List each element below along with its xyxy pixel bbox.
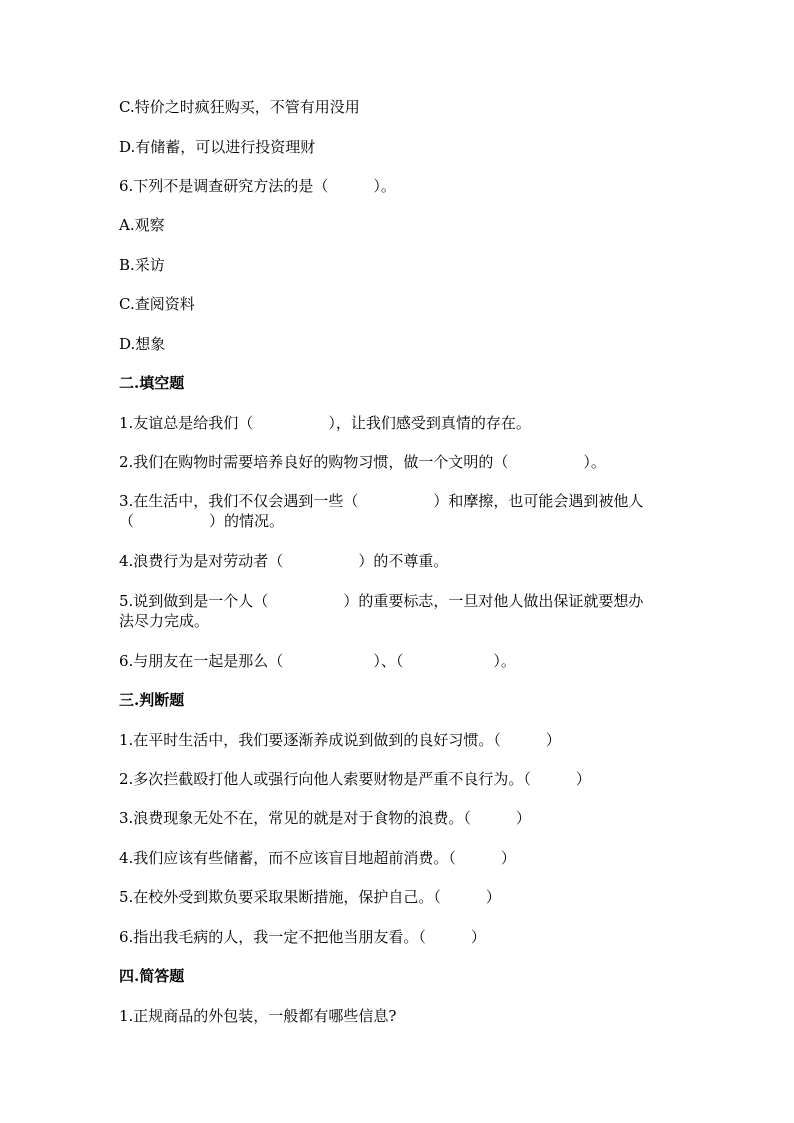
- fill-blank-item-continued: （ ）的情况。: [119, 512, 285, 530]
- fill-blank-item: 5.说到做到是一个人（ ）的重要标志，一旦对他人做出保证就要想办: [119, 592, 644, 610]
- fill-blank-item: 6.与朋友在一起是那么（ ）、（ ）。: [119, 652, 516, 670]
- true-false-item: 2.多次拦截殴打他人或强行向他人索要财物是严重不良行为。（ ）: [119, 770, 591, 788]
- short-answer-item: 1.正规商品的外包装，一般都有哪些信息?: [119, 1007, 397, 1025]
- section-heading-fill-blank: 二.填空题: [119, 374, 185, 392]
- true-false-item: 3.浪费现象无处不在，常见的就是对于食物的浪费。（ ）: [119, 809, 531, 827]
- option-b-q6: B.采访: [119, 256, 165, 274]
- true-false-item: 4.我们应该有些储蓄，而不应该盲目地超前消费。（ ）: [119, 849, 516, 867]
- section-heading-true-false: 三.判断题: [119, 691, 185, 709]
- section-heading-short-answer: 四.简答题: [119, 967, 185, 985]
- fill-blank-item: 3.在生活中，我们不仅会遇到一些（ ）和摩擦，也可能会遇到被他人: [119, 492, 644, 510]
- option-a-q6: A.观察: [119, 216, 165, 234]
- option-d-q6: D.想象: [119, 335, 166, 353]
- option-c-q5: C.特价之时疯狂购买，不管有用没用: [119, 98, 360, 116]
- question-6-stem: 6.下列不是调查研究方法的是（ ）。: [119, 177, 396, 195]
- true-false-item: 6.指出我毛病的人，我一定不把他当朋友看。（ ）: [119, 928, 486, 946]
- true-false-item: 1.在平时生活中，我们要逐渐养成说到做到的良好习惯。（ ）: [119, 731, 561, 749]
- fill-blank-item: 1.友谊总是给我们（ ），让我们感受到真情的存在。: [119, 414, 531, 432]
- true-false-item: 5.在校外受到欺负要采取果断措施，保护自己。（ ）: [119, 888, 501, 906]
- option-d-q5: D.有储蓄，可以进行投资理财: [119, 138, 316, 156]
- fill-blank-item: 2.我们在购物时需要培养良好的购物习惯，做一个文明的（ ）。: [119, 453, 606, 471]
- fill-blank-item: 4.浪费行为是对劳动者（ ）的不尊重。: [119, 552, 449, 570]
- fill-blank-item-continued: 法尽力完成。: [119, 612, 210, 630]
- option-c-q6: C.查阅资料: [119, 295, 195, 313]
